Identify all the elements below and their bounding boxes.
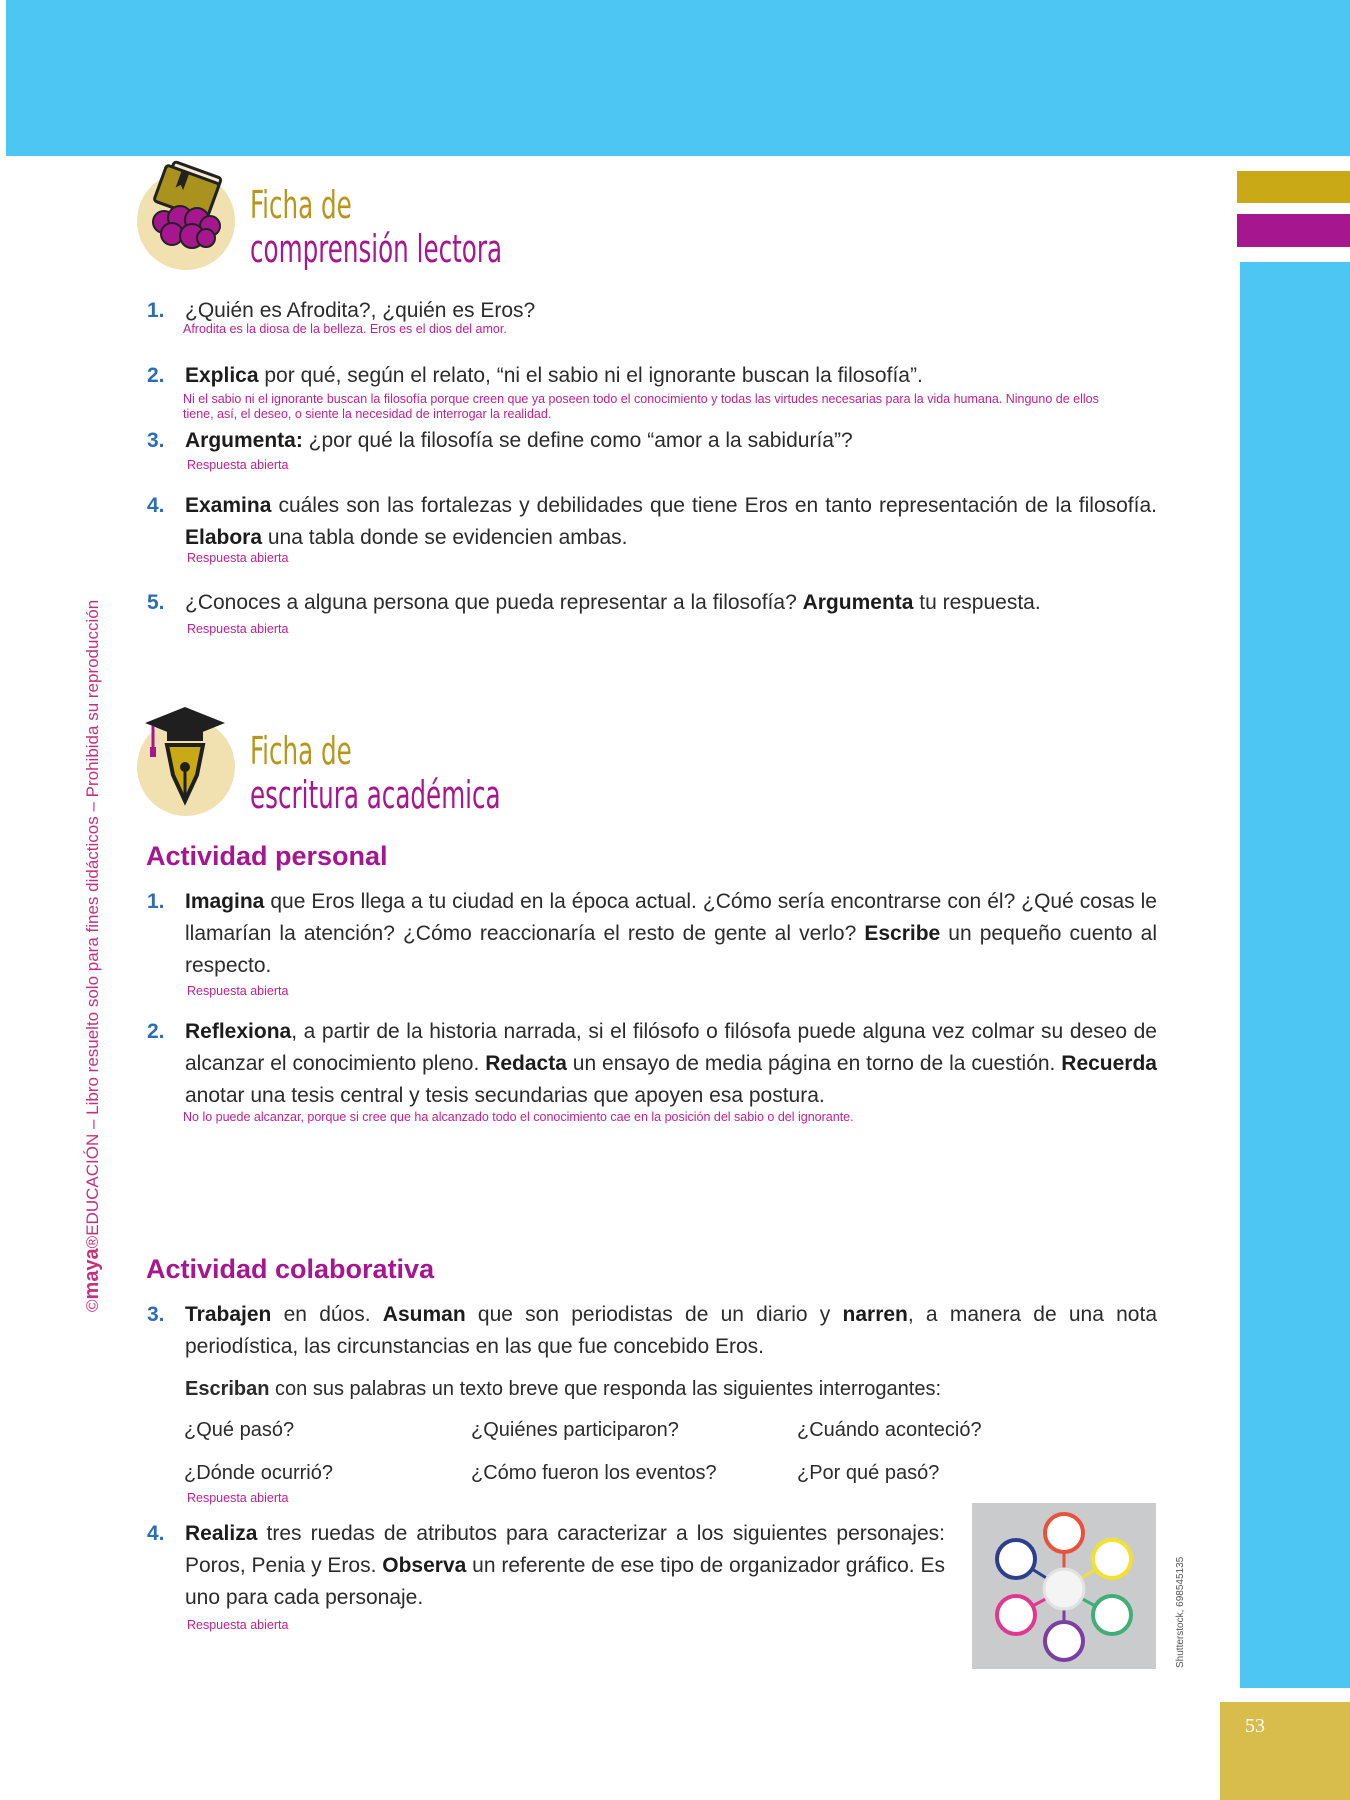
bold-verb: Recuerda — [1061, 1052, 1157, 1075]
question-number: 3. — [147, 1303, 165, 1326]
question-item — [147, 425, 1157, 457]
title-line2: escritura académica — [250, 773, 501, 817]
question-item — [147, 886, 1157, 982]
bold-verb: Escriban — [185, 1378, 270, 1400]
brand-name: maya — [81, 1248, 103, 1300]
question-text: , a manera de una nota periodística, las circunstancias en las que fue concebido Eros. — [185, 1303, 1157, 1358]
question-text: un referente de ese tipo de organizador gráfico. Es uno para cada personaje. — [185, 1554, 945, 1609]
question-text: , a partir de la historia narrada, si el filósofo o filósofa puede alguna vez colmar su deseo de alcanzar el conocimiento pleno. — [185, 1020, 1157, 1075]
question-text: que Eros llega a tu ciudad en la época actual. ¿Cómo sería encontrarse con él? ¿Qué cosas le llamarían la atención? ¿Cómo reaccionaría el resto de gente al verlo? — [185, 890, 1157, 945]
guiding-question: ¿Cuándo aconteció? — [797, 1419, 982, 1441]
page-number: 53 — [1245, 1715, 1265, 1737]
bold-verb: Argumenta — [802, 591, 914, 614]
guiding-question: ¿Quiénes participaron? — [471, 1419, 679, 1441]
question-text: anotar una tesis central y tesis secundarias que apoyen esa postura. — [185, 1084, 825, 1107]
book-brain-icon — [142, 160, 232, 260]
right-gold-tab — [1237, 171, 1350, 203]
question-number: 4. — [147, 1522, 165, 1545]
wheel-node — [1045, 1622, 1083, 1660]
attribute-wheel-diagram — [972, 1503, 1156, 1669]
bold-verb: Reflexiona — [185, 1020, 292, 1043]
vertical-copyright-text — [81, 600, 104, 1312]
question-number: 1. — [147, 299, 165, 322]
question-text: que son periodistas de un diario y — [465, 1303, 843, 1326]
bold-verb: Elabora — [185, 526, 263, 549]
photo-credit: Shutterstock, 698545135 — [1175, 1556, 1186, 1668]
answer-text: No lo puede alcanzar, porque si cree que ha alcanzado todo el conocimiento cae en la posición del sabio o del ignorante. — [183, 1110, 854, 1124]
registered-symbol: ® — [83, 1235, 102, 1249]
wheel-node — [1093, 1540, 1131, 1578]
wheel-node — [1093, 1596, 1131, 1634]
answer-text: Ni el sabio ni el ignorante buscan la filosofía porque creen que ya poseen todo el conocimiento y todas las virtudes necesarias para la vida humana. Ninguno de ellos tiene, así, el deseo, o siente la necesidad de interrogar la realidad. — [183, 392, 1099, 421]
answer-text: Respuesta abierta — [187, 458, 289, 472]
question-item — [147, 1518, 945, 1614]
instruction-line — [185, 1378, 941, 1401]
question-text: con sus palabras un texto breve que responda las siguientes interrogantes: — [269, 1378, 942, 1400]
answer-text: Respuesta abierta — [187, 1491, 289, 1505]
answer-text: Afrodita es la diosa de la belleza. Eros es el dios del amor. — [183, 322, 507, 336]
question-text: una tabla donde se evidencien ambas. — [262, 526, 628, 549]
question-text: en dúos. — [271, 1303, 383, 1326]
guiding-question: ¿Por qué pasó? — [797, 1462, 940, 1484]
attribute-wheel-photo — [972, 1503, 1156, 1669]
title-line1: Ficha de — [250, 183, 352, 227]
bold-verb: Realiza — [185, 1522, 258, 1545]
bold-verb: Explica — [185, 364, 259, 387]
top-header-band — [6, 0, 1350, 156]
title-line1: Ficha de — [250, 729, 352, 773]
question-text: ¿Quién es Afrodita?, ¿quién es Eros? — [185, 299, 536, 322]
question-text: tres ruedas de atributos para caracterizar a los siguientes personajes: Poros, Penia y Eros. — [185, 1522, 945, 1577]
question-number: 1. — [147, 890, 165, 913]
question-text: un ensayo de media página en torno de la cuestión. — [566, 1052, 1062, 1075]
question-item — [147, 490, 1157, 554]
copyright-notice: EDUCACIÓN – Libro resuelto solo para fines didácticos – Prohibida su reproducción — [83, 599, 102, 1236]
bold-verb: Observa — [382, 1554, 467, 1577]
question-text: por qué, según el relato, “ni el sabio ni el ignorante buscan la filosofía”. — [258, 364, 923, 387]
answer-text: Respuesta abierta — [187, 622, 289, 636]
right-magenta-tab — [1237, 214, 1350, 247]
question-text: ¿Conoces a alguna persona que pueda representar a la filosofía? — [185, 591, 803, 614]
question-item — [147, 1016, 1157, 1112]
guiding-question: ¿Dónde ocurrió? — [184, 1462, 333, 1484]
bold-verb: Escribe — [864, 922, 941, 945]
question-text: ¿por qué la filosofía se define como “amor a la sabiduría”? — [302, 429, 853, 452]
bold-verb: Examina — [185, 494, 272, 517]
section-title-escritura — [250, 729, 598, 817]
wheel-node — [1045, 1514, 1083, 1552]
question-item — [147, 1299, 1157, 1363]
wheel-center — [1044, 1569, 1084, 1609]
graduation-pen-icon — [141, 705, 231, 815]
guiding-question: ¿Cómo fueron los eventos? — [471, 1462, 717, 1484]
question-number: 2. — [147, 364, 165, 387]
heading-actividad-colaborativa: Actividad colaborativa — [146, 1254, 435, 1284]
bold-verb: Trabajen — [185, 1303, 272, 1326]
right-side-strip — [1240, 262, 1350, 1688]
section-title-comprension — [250, 183, 600, 271]
question-item — [147, 587, 1157, 619]
bold-verb: Asuman — [382, 1303, 466, 1326]
question-text: cuáles son las fortalezas y debilidades que tiene Eros en tanto representación de la filosofía. — [271, 494, 1157, 517]
question-text: tu respuesta. — [913, 591, 1041, 614]
wheel-node — [997, 1596, 1035, 1634]
question-item — [147, 360, 1157, 392]
title-line2: comprensión lectora — [250, 227, 503, 271]
question-number: 4. — [147, 494, 165, 517]
answer-text: Respuesta abierta — [187, 1618, 289, 1632]
question-number: 5. — [147, 591, 165, 614]
bold-verb: Argumenta: — [185, 429, 303, 452]
bold-verb: Imagina — [185, 890, 265, 913]
heading-actividad-personal: Actividad personal — [146, 841, 388, 871]
question-number: 2. — [147, 1020, 165, 1043]
wheel-node — [997, 1540, 1035, 1578]
question-text: un pequeño cuento al respecto. — [185, 922, 1157, 977]
guiding-question: ¿Qué pasó? — [184, 1419, 295, 1441]
page-number-box — [1220, 1702, 1350, 1800]
copyright-symbol: © — [83, 1299, 102, 1312]
answer-text: Respuesta abierta — [187, 984, 289, 998]
question-number: 3. — [147, 429, 165, 452]
answer-text: Respuesta abierta — [187, 551, 289, 565]
bold-verb: Redacta — [485, 1052, 567, 1075]
bold-verb: narren — [842, 1303, 908, 1326]
